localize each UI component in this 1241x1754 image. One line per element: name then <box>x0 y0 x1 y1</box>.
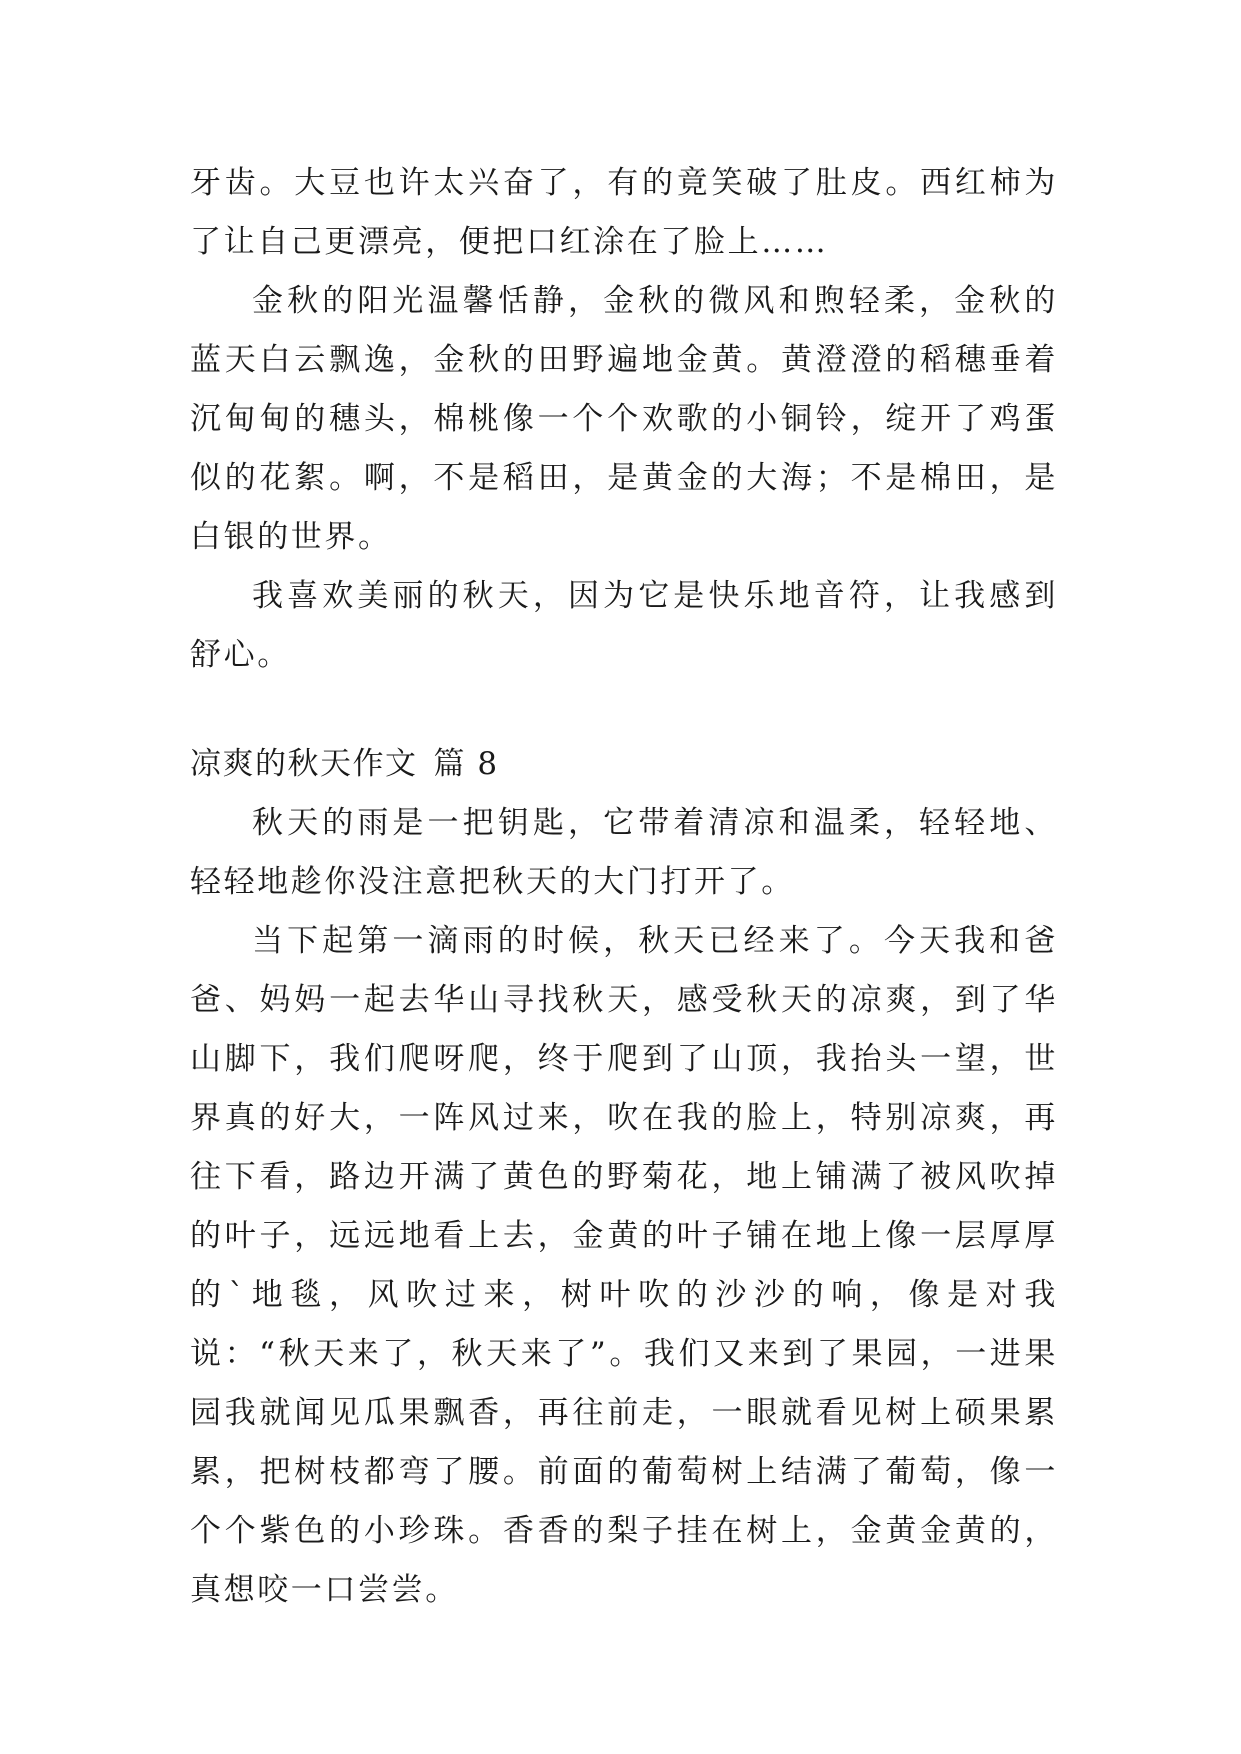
paragraph-continuation: 牙齿。大豆也许太兴奋了，有的竟笑破了肚皮。西红柿为了让自己更漂亮，便把口红涂在了脸上…… <box>190 165 1058 260</box>
essay-8-section <box>190 735 1058 1620</box>
essay-8-paragraph-2: 当下起第一滴雨的时候，秋天已经来了。今天我和爸爸、妈妈一起去华山寻找秋天，感受秋天的凉爽，到了华山脚下，我们爬呀爬，终于爬到了山顶，我抬头一望，世界真的好大，一阵风过来，吹在我的脸上，特别凉爽，再往下看，路边开满了黄色的野菊花，地上铺满了被风吹掉的叶子，远远地看上去，金黄的叶子铺在地上像一层厚厚的`地毯，风吹过来，树叶吹的沙沙的响，像是对我说：“秋天来了，秋天来了”。我们又来到了果园，一进果园我就闻见瓜果飘香，再往前走，一眼就看见树上硕果累累，把树枝都弯了腰。前面的葡萄树上结满了葡萄，像一个个紫色的小珍珠。香香的梨子挂在树上，金黄金黄的，真想咬一口尝尝。 <box>190 923 1058 1608</box>
essay-8-paragraph-1: 秋天的雨是一把钥匙，它带着清凉和温柔，轻轻地、轻轻地趁你没注意把秋天的大门打开了。 <box>190 805 1058 900</box>
essay-number: 篇 8 <box>433 746 499 782</box>
essay-continuation-section <box>190 154 1058 685</box>
paragraph-conclusion: 我喜欢美丽的秋天，因为它是快乐地音符，让我感到舒心。 <box>190 578 1058 673</box>
essay-title: 凉爽的秋天作文 <box>190 746 418 782</box>
essay-heading <box>190 735 1058 794</box>
paragraph-golden-autumn: 金秋的阳光温馨恬静，金秋的微风和煦轻柔，金秋的蓝天白云飘逸，金秋的田野遍地金黄。黄澄澄的稻穗垂着沉甸甸的穗头，棉桃像一个个欢歌的小铜铃，绽开了鸡蛋似的花絮。啊，不是稻田，是黄金的大海；不是棉田，是白银的世界。 <box>190 283 1058 555</box>
